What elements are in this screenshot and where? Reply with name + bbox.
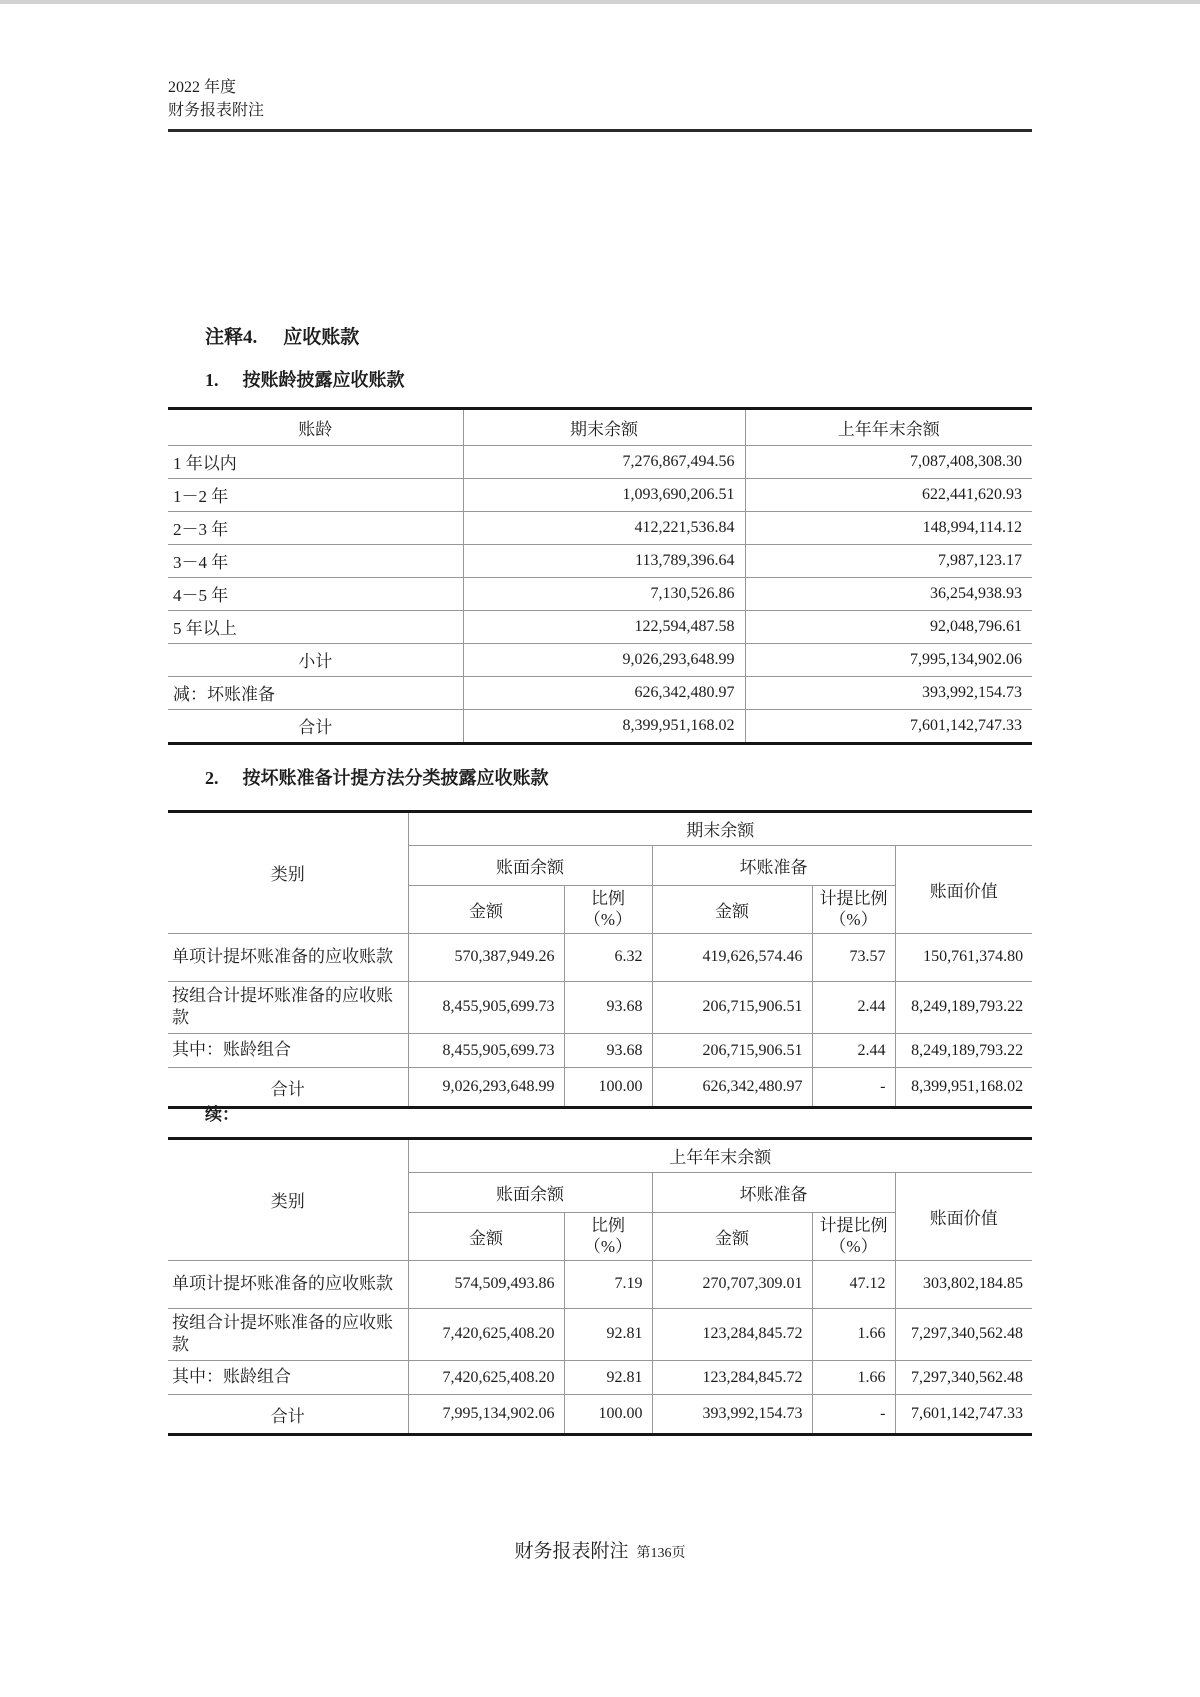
col-header-amount: 金额 [408, 1212, 564, 1260]
aging-table-container [168, 407, 1032, 745]
aging-label: 5 年以上 [168, 610, 463, 643]
provision-value: 270,707,309.01 [652, 1260, 812, 1308]
col-header-ratio: 比例 （%） [564, 1212, 652, 1260]
col-header-prior-balance: 上年年末余额 [745, 410, 1032, 445]
ratio-value: 93.68 [564, 981, 652, 1034]
amount-value: 7,420,625,408.20 [408, 1308, 564, 1361]
category-label: 单项计提坏账准备的应收账款 [168, 1260, 408, 1308]
total-row [168, 709, 1032, 742]
provision-value: 393,992,154.73 [652, 1395, 812, 1433]
section1-number: 1. [205, 370, 219, 390]
aging-label: 3－4 年 [168, 544, 463, 577]
note-number: 注释4. [205, 327, 258, 348]
provision-value: 206,715,906.51 [652, 1034, 812, 1068]
col-header-provision-ratio: 计提比例 （%） [812, 1212, 895, 1260]
category-label: 其中：账龄组合 [168, 1361, 408, 1395]
closing-value: 626,342,480.97 [463, 676, 745, 709]
col-header-provision-ratio: 计提比例 （%） [812, 885, 895, 933]
col-header-ratio: 比例 （%） [564, 885, 652, 933]
prior-value: 7,601,142,747.33 [745, 709, 1032, 742]
amount-value: 7,995,134,902.06 [408, 1395, 564, 1433]
method-table-current [168, 813, 1032, 1106]
provision-value: 123,284,845.72 [652, 1308, 812, 1361]
page-footer [168, 1536, 1032, 1563]
book-value: 150,761,374.80 [895, 933, 1032, 981]
provision-ratio-value: 1.66 [812, 1361, 895, 1395]
aging-table [168, 410, 1032, 742]
col-header-category: 类别 [168, 1140, 408, 1260]
provision-ratio-value: 73.57 [812, 933, 895, 981]
table-row [168, 478, 1032, 511]
section2-number: 2. [205, 768, 219, 788]
section1-title: 按账龄披露应收账款 [242, 370, 405, 390]
footer-page-number: 第136页 [636, 1546, 686, 1561]
category-label: 其中：账龄组合 [168, 1034, 408, 1068]
provision-ratio-value: 47.12 [812, 1260, 895, 1308]
total-row [168, 1395, 1032, 1433]
table-row [168, 544, 1032, 577]
table-row [168, 933, 1032, 981]
closing-value: 1,093,690,206.51 [463, 478, 745, 511]
note-title [205, 322, 359, 349]
col-header-amount: 金额 [652, 1212, 812, 1260]
book-value: 7,601,142,747.33 [895, 1395, 1032, 1433]
provision-value: 206,715,906.51 [652, 981, 812, 1034]
closing-value: 412,221,536.84 [463, 511, 745, 544]
prior-value: 622,441,620.93 [745, 478, 1032, 511]
amount-value: 574,509,493.86 [408, 1260, 564, 1308]
aging-label: 1 年以内 [168, 445, 463, 478]
col-header-category: 类别 [168, 813, 408, 933]
book-value: 8,399,951,168.02 [895, 1068, 1032, 1106]
aging-label: 2－3 年 [168, 511, 463, 544]
col-header-book-balance: 账面余额 [408, 845, 652, 885]
amount-value: 9,026,293,648.99 [408, 1068, 564, 1106]
col-header-aging: 账龄 [168, 410, 463, 445]
section1-heading [205, 366, 405, 392]
provision-ratio-value: 2.44 [812, 981, 895, 1034]
running-header [168, 76, 264, 122]
continued-label: 续： [205, 1105, 239, 1124]
closing-value: 113,789,396.64 [463, 544, 745, 577]
col-header-amount: 金额 [408, 885, 564, 933]
less-provision-label: 减：坏账准备 [168, 676, 463, 709]
amount-value: 8,455,905,699.73 [408, 1034, 564, 1068]
ratio-value: 93.68 [564, 1034, 652, 1068]
provision-ratio-value: - [812, 1395, 895, 1433]
ratio-value: 92.81 [564, 1361, 652, 1395]
header-year: 2022 年度 [168, 79, 237, 96]
method-table-prior-container [168, 1137, 1032, 1436]
method-table-prior [168, 1140, 1032, 1433]
col-header-book-balance: 账面余额 [408, 1172, 652, 1212]
prior-value: 36,254,938.93 [745, 577, 1032, 610]
col-header-period: 期末余额 [408, 813, 1032, 845]
prior-value: 7,995,134,902.06 [745, 643, 1032, 676]
provision-value: 419,626,574.46 [652, 933, 812, 981]
total-label: 合计 [168, 1068, 408, 1106]
provision-ratio-value: - [812, 1068, 895, 1106]
prior-value: 92,048,796.61 [745, 610, 1032, 643]
provision-value: 123,284,845.72 [652, 1361, 812, 1395]
aging-label: 1－2 年 [168, 478, 463, 511]
footer-doc-title: 财务报表附注 [514, 1541, 629, 1562]
prior-value: 7,987,123.17 [745, 544, 1032, 577]
subtotal-row [168, 643, 1032, 676]
amount-value: 570,387,949.26 [408, 933, 564, 981]
table-row [168, 445, 1032, 478]
col-header-bad-debt: 坏账准备 [652, 845, 895, 885]
table-row [168, 577, 1032, 610]
closing-value: 7,130,526.86 [463, 577, 745, 610]
closing-value: 7,276,867,494.56 [463, 445, 745, 478]
col-header-period: 上年年末余额 [408, 1140, 1032, 1172]
provision-value: 626,342,480.97 [652, 1068, 812, 1106]
method-table-current-container [168, 810, 1032, 1109]
ratio-value: 7.19 [564, 1260, 652, 1308]
col-header-bad-debt: 坏账准备 [652, 1172, 895, 1212]
provision-ratio-value: 2.44 [812, 1034, 895, 1068]
note-name: 应收账款 [283, 327, 360, 348]
section2-heading [205, 764, 549, 790]
table-row [168, 1361, 1032, 1395]
less-provision-row [168, 676, 1032, 709]
col-header-book-value: 账面价值 [895, 845, 1032, 933]
table-row [168, 981, 1032, 1034]
subtotal-label: 小计 [168, 643, 463, 676]
ratio-value: 100.00 [564, 1068, 652, 1106]
period-header-row [168, 1140, 1032, 1172]
total-row [168, 1068, 1032, 1106]
total-label: 合计 [168, 1395, 408, 1433]
table-row [168, 1308, 1032, 1361]
prior-value: 393,992,154.73 [745, 676, 1032, 709]
total-label: 合计 [168, 709, 463, 742]
col-header-amount: 金额 [652, 885, 812, 933]
prior-value: 7,087,408,308.30 [745, 445, 1032, 478]
book-value: 8,249,189,793.22 [895, 1034, 1032, 1068]
ratio-value: 100.00 [564, 1395, 652, 1433]
provision-ratio-value: 1.66 [812, 1308, 895, 1361]
table-row [168, 1034, 1032, 1068]
closing-value: 9,026,293,648.99 [463, 643, 745, 676]
category-label: 按组合计提坏账准备的应收账款 [168, 1308, 408, 1361]
col-header-closing-balance: 期末余额 [463, 410, 745, 445]
category-label: 按组合计提坏账准备的应收账款 [168, 981, 408, 1034]
book-value: 8,249,189,793.22 [895, 981, 1032, 1034]
ratio-value: 92.81 [564, 1308, 652, 1361]
table-row [168, 610, 1032, 643]
closing-value: 8,399,951,168.02 [463, 709, 745, 742]
period-header-row [168, 813, 1032, 845]
category-label: 单项计提坏账准备的应收账款 [168, 933, 408, 981]
closing-value: 122,594,487.58 [463, 610, 745, 643]
col-header-book-value: 账面价值 [895, 1172, 1032, 1260]
table-row [168, 511, 1032, 544]
amount-value: 7,420,625,408.20 [408, 1361, 564, 1395]
aging-label: 4－5 年 [168, 577, 463, 610]
book-value: 7,297,340,562.48 [895, 1308, 1032, 1361]
ratio-value: 6.32 [564, 933, 652, 981]
header-doc-title: 财务报表附注 [168, 102, 265, 120]
section2-title: 按坏账准备计提方法分类披露应收账款 [242, 768, 549, 788]
book-value: 303,802,184.85 [895, 1260, 1032, 1308]
prior-value: 148,994,114.12 [745, 511, 1032, 544]
table-row [168, 1260, 1032, 1308]
book-value: 7,297,340,562.48 [895, 1361, 1032, 1395]
aging-table-header-row [168, 410, 1032, 445]
header-rule [168, 129, 1032, 132]
amount-value: 8,455,905,699.73 [408, 981, 564, 1034]
